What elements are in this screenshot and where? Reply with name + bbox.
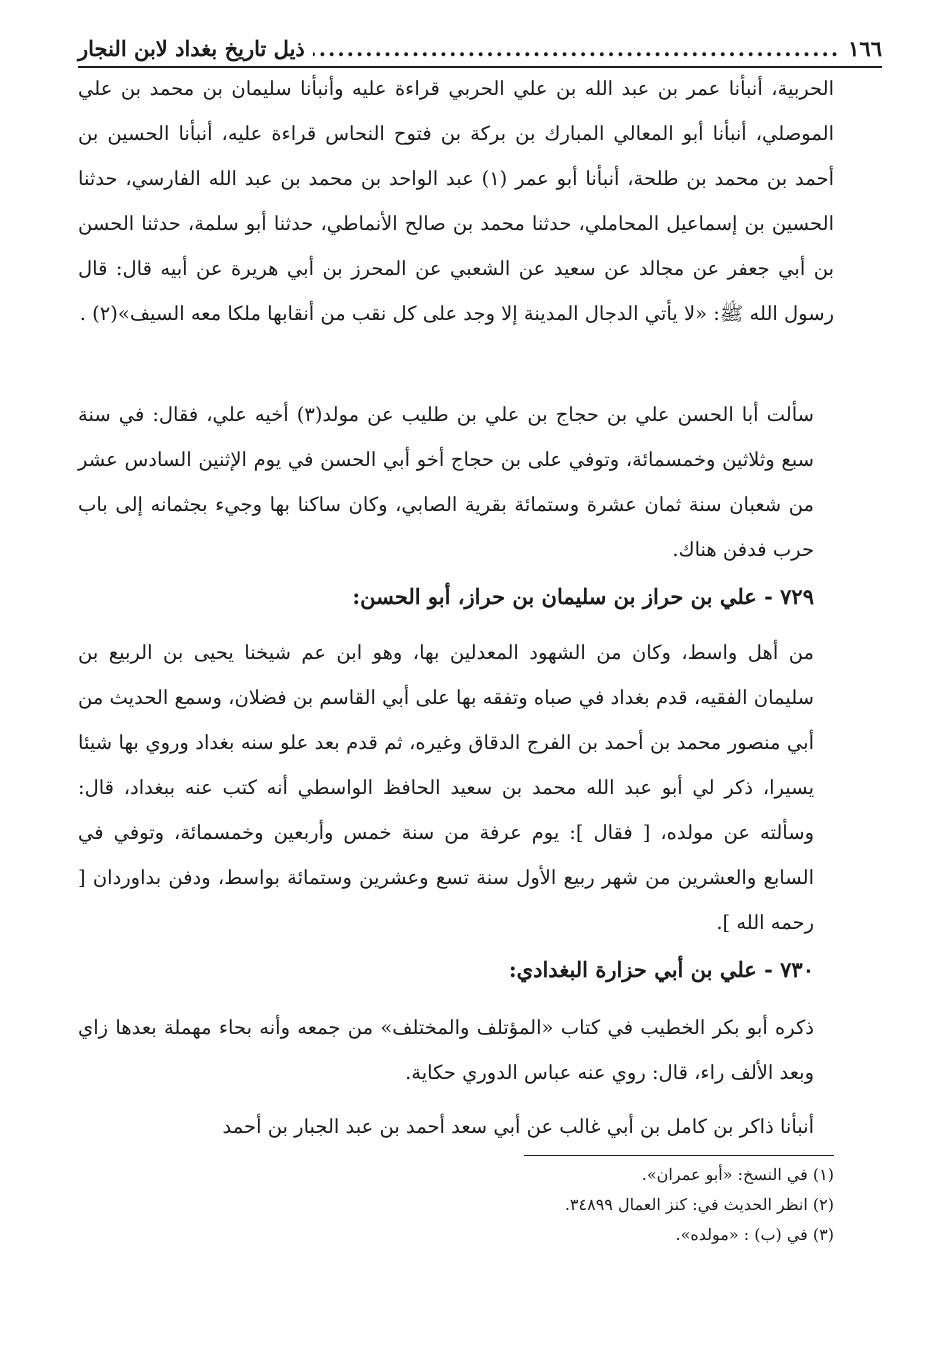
page-header [78, 30, 882, 68]
entry-730-continuation: أنبأنا ذاكر بن كامل بن أبي غالب عن أبي سعد أحمد بن عبد الجبار بن أحمد [222, 1115, 814, 1138]
footnote-1: (١) في النسخ: «أبو عمران». [641, 1165, 834, 1184]
footnotes [78, 1160, 834, 1250]
running-title: ذيل تاريخ بغداد لابن النجار [78, 35, 305, 61]
footnote-2: (٢) انظر الحديث في: كنز العمال ٣٤٨٩٩. [564, 1195, 834, 1214]
paragraph-isnad: الحربية، أنبأنا عمر بن عبد الله بن علي الحربي قراءة عليه وأنبأنا سليمان بن محمد بن علي الموصلي، أنبأنا أبو المعالي المبارك بن بركة بن فتوح النحاس قراءة عليه، أنبأنا الحسين بن أحمد بن محمد بن طلحة، أنبأنا أبو عمر (١) عبد الواحد بن محمد بن عبد الله الفارسي، حدثنا الحسين بن إسماعيل المحاملي، حدثنا محمد بن صالح الأنماطي، حدثنا أبو سلمة، حدثنا الحسن بن أبي جعفر عن مجالد عن سعيد عن الشعبي عن المحرز بن أبي هريرة عن أبيه قال: قال رسول الله ﷺ: «لا يأتي الدجال المدينة إلا وجد على كل نقب من أنقابها ملكا معه السيف»(٢) . [78, 77, 834, 325]
footnote-separator [524, 1155, 834, 1156]
header-leader-dots [313, 36, 840, 61]
entry-730-text: ذكره أبو بكر الخطيب في كتاب «المؤتلف والمختلف» من جمعه وأنه بحاء مهملة بعدها زاي وبعد الألف راء، قال: روي عنه عباس الدوري حكاية. [78, 1016, 814, 1084]
entry-729-text: من أهل واسط، وكان من الشهود المعدلين بها، وهو ابن عم شيخنا يحيى بن الربيع بن سليمان الفقيه، قدم بغداد في صباه وتفقه بها على أبي القاسم بن فضلان، وسمع الحديث من أبي منصور محمد بن أحمد بن الفرج الدقاق وغيره، ثم قدم بعد علو سنه بغداد وروي بها شيئا يسيرا، ذكر لي أبو عبد الله محمد بن سعيد الحافظ الواسطي أنه كتب عنه ببغداد، قال: وسألته عن مولده، [ فقال ]: يوم عرفة من سنة خمس وأربعين وخمسمائة، وتوفي في السابع والعشرين من شهر ربيع الأول سنة تسع وعشرين وستمائة بواسط، ودفن بداوردان [ رحمه الله ]. [78, 641, 814, 934]
page-number: ١٦٦ [848, 35, 882, 61]
footnote-3: (٣) في (ب) : «مولده». [675, 1225, 834, 1244]
paragraph-ali-ibn-hajjaj: سألت أبا الحسن علي بن حجاج بن علي بن طليب عن مولد(٣) أخيه علي، فقال: في سنة سبع وثلاثين وخمسمائة، وتوفي على بن حجاج أخو أبي الحسن في يوم الإثنين السادس عشر من شعبان سنة ثمان عشرة وستمائة بقرية الصابي، وكان ساكنا بها وجيء بجثمانه إلى باب حرب فدفن هناك. [78, 403, 814, 561]
entry-heading-730: ٧٣٠ - علي بن أبي حزارة البغدادي: [508, 957, 814, 982]
entry-heading-729: ٧٢٩ - علي بن حراز بن سليمان بن حراز، أبو الحسن: [352, 584, 814, 609]
